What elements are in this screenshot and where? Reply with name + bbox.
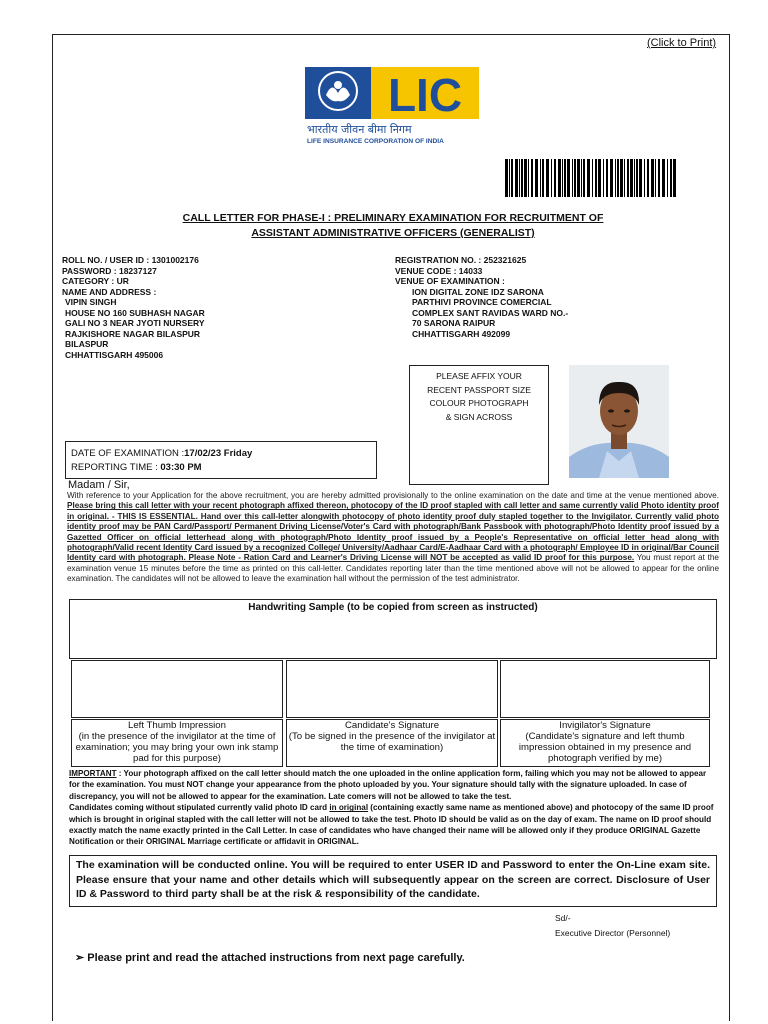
name-address-label: NAME AND ADDRESS : xyxy=(62,286,157,297)
candidate-signature-caption: Candidate's Signature (To be signed in the presence of the invigilator at the time of examination) xyxy=(286,719,498,767)
lic-logo xyxy=(299,61,487,145)
candidate-photo xyxy=(569,365,669,478)
reporting-time: 03:30 PM xyxy=(160,462,202,473)
signatory: Sd/- Executive Director (Personnel) xyxy=(555,913,671,938)
important-notice: IMPORTANT : Your photograph affixed on the call letter should match the one uploaded in the online application form, failing which you may not be allowed to appear for the examination. You must NOT change your appearance from the photo uploaded by you. Your signature should tally with the signature uploaded. In case of discrepancy, you will not be allowed to appear for the examination. Late comers will not be allowed to take the test. Candidates coming without stipulated currently valid photo ID card in original (containing exactly same name as mentioned above) and photocopy of the same ID proof which is brought in original stapled with the call letter will not be allowed to take the test. Photo ID should be valid as on the day of exam. The name on ID proof should exactly match the name exactly printed in the Call Letter. In case of candidates who have changed their name will be allowed only if they produce ORIGINAL Gazette Notification or their ORIGINAL Marriage certificate or affidavit in ORIGINAL. xyxy=(69,769,714,847)
venue-label: VENUE OF EXAMINATION : xyxy=(395,276,505,286)
invigilator-signature-caption: Invigilator's Signature (Candidate's signature and left thumb impression obtained in my presence and photograph verified by me) xyxy=(500,719,710,767)
registration-number: REGISTRATION NO. : 252321625 xyxy=(395,255,527,265)
category: CATEGORY : UR xyxy=(62,276,129,286)
final-instruction: ➢ Please print and read the attached instructions from next page carefully. xyxy=(75,952,465,964)
handwriting-sample-box: Handwriting Sample (to be copied from screen as instructed) xyxy=(69,599,717,659)
affix-photo-box: PLEASE AFFIX YOUR RECENT PASSPORT SIZE COLOUR PHOTOGRAPH & SIGN ACROSS xyxy=(409,365,549,485)
click-to-print-link[interactable]: (Click to Print) xyxy=(647,37,717,49)
venue-info xyxy=(395,255,715,339)
exam-date: 17/02/23 Friday xyxy=(184,448,253,459)
roll-number: ROLL NO. / USER ID : 1301002176 xyxy=(62,255,199,265)
online-exam-notice: The examination will be conducted online. You will be required to enter USER ID and Password to enter the On-Line exam site. Please ensure that your name and other details which will subsequently appear on the screen are correct. Disclosure of User ID & Password to third party shall be at the risk & responsibility of the candidate. xyxy=(69,855,717,907)
call-letter-title: CALL LETTER FOR PHASE-I : PRELIMINARY EXAMINATION FOR RECRUITMENT OF ASSISTANT ADMINISTRATIVE OFFICERS (GENERALIST) xyxy=(182,212,604,239)
candidate-address: VIPIN SINGH HOUSE NO 160 SUBHASH NAGAR GALI NO 3 NEAR JYOTI NURSERY RAJKISHORE NAGAR BILASPUR BILASPUR CHHATTISGARH 495006 xyxy=(65,297,205,360)
left-thumb-caption: Left Thumb Impression (in the presence of the invigilator at the time of examination; you may bring your own ink stamp pad for this purpose) xyxy=(71,719,283,767)
venue-address: ION DIGITAL ZONE IDZ SARONA PARTHIVI PROVINCE COMERCIAL COMPLEX SANT RAVIDAS WARD NO.- 70 SARONA RAIPUR CHHATTISGARH 492099 xyxy=(412,286,569,339)
call-letter-page xyxy=(52,34,730,1021)
candidate-info xyxy=(62,255,382,360)
invigilator-signature-box xyxy=(500,660,710,718)
logo-hindi-text: भारतीय जीवन बीमा निगम xyxy=(307,123,412,136)
candidate-signature-box xyxy=(286,660,498,718)
exam-schedule-box: DATE OF EXAMINATION :17/02/23 Friday REPORTING TIME : 03:30 PM xyxy=(65,441,377,479)
admission-paragraph: With reference to your Application for the above recruitment, you are hereby admitted provisionally to the online examination on the date and time at the venue mentioned above. Please bring this call letter with your recent photograph affixed thereon, photocopy of the ID proof stapled with call letter and same currently valid Photo identity proof in original. - THIS IS ESSENTIAL. Hand over this call-letter alongwith photocopy of photo identity proof duly stapled together to the Invigilator. Currently valid photo identity proof may be PAN Card/Passport/ Permanent Driving License/Voter's Card with photograph/Bank Passbook with photograph/Photo Identity proof issued by a Gazetted Officer on official letterhead along with photograph/Photo Identity proof issued by a People's Representative on official letter head along with photograph/Valid recent Identity Card issued by a recognized College/ University/Aadhaar Card/E-Aadhaar Card with a photograph/ Employee ID in original/Bar Council Identity card with photograph. Please Note - Ration Card and Learner's Driving License will NOT be accepted as valid ID proof for this purpose. You must report at the examination venue 15 minutes before the time as printed on this call-letter. Candidates reporting later than the time mentioned above will not be allowed to appear for the online examination. The candidates will not be allowed to leave the examination hall without the permission of the test administrator. xyxy=(67,491,719,584)
salutation: Madam / Sir, xyxy=(68,479,130,491)
logo-english-text: LIFE INSURANCE CORPORATION OF INDIA xyxy=(307,138,444,145)
left-thumb-box xyxy=(71,660,283,718)
venue-code: VENUE CODE : 14033 xyxy=(395,265,483,276)
password: PASSWORD : 18237127 xyxy=(62,265,157,276)
arrow-bullet-icon: ➢ xyxy=(75,952,85,964)
barcode xyxy=(505,159,677,197)
svg-text:LIC: LIC xyxy=(387,69,463,121)
